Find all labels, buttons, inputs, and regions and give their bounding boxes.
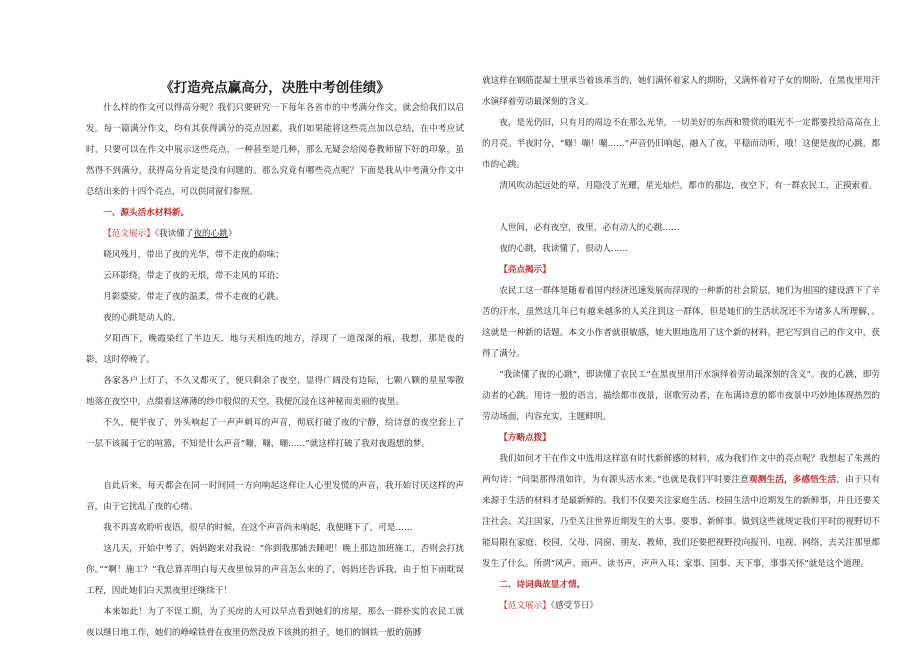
- example-title-suffix: 》: [227, 229, 237, 239]
- verse-line-3: 月影婆娑，带走了夜的温柔，带不走夜的心跳。: [103, 292, 284, 302]
- essay-paragraph-6: 我不再喜欢聆听夜语，很早的时候，在这个声音尚未响起，我便睡下了，可是……: [103, 523, 413, 533]
- analysis-paragraph-2: “我读懂了夜的心跳”，即读懂了农民工“在黑夜里用汗水演绎着劳动最深刻的含义”。夜的心跳，即劳动者的心跳。用诗一般的语言，描绘都市夜景，讴歌劳动者，在布满诗意的都市夜景中巧妙地体现热烈的劳动场面，内容充实，主题鲜明。: [482, 370, 880, 422]
- verse-line-2: 云环影绕，带走了夜的无垠，带不走风的耳语；: [103, 271, 284, 281]
- essay-paragraph-5: 自此后来，每天都会在同一时间同一方向响起这样让人心里发慌的声音，我开始讨厌这样的声音，由于它扰乱了夜的心绪。: [86, 481, 464, 512]
- example-1-heading: [86, 224, 236, 245]
- essay-paragraph-10: 清风吹动起远处的草，月隐没了光耀，星光灿烂，都市的那边，夜空下，有一群农民工，正摸索着。: [499, 181, 878, 191]
- essay-paragraph-7: 这几天，开始中考了，妈妈跑来对我说：“你到我那铺去睡吧！晚上那边加班施工，否则会打扰你。”“啊！施工？”我总算弄明白每天夜里惊异的声音怎么来的了，妈妈还告诉我，由于怕下雨耽误工程，因此她们白天黑夜里还继续干！: [86, 544, 464, 596]
- essay-paragraph-3: 各家各户上灯了，不久又都灭了，便只剩余了夜空，显得广阔没有边际，七颗八颗的星星零散地落在夜空中，点缀着这薄薄的纱巾般似的天空，我便沉浸在这神秘而美丽的夜里。: [86, 376, 464, 407]
- example-2-heading: [482, 596, 598, 617]
- essay-paragraph-12: 夜的心跳，我读懂了，很动人……: [499, 244, 629, 254]
- essay-paragraph-1: 夜的心跳是动人的。: [103, 313, 181, 323]
- continued-paragraph: 就这样在钢筋混凝土里承当着该承当的，她们满怀着家人的期盼，又满怀着对子女的期盼，在黑夜里用汗水演绎着劳动最深刻的含义。: [482, 76, 880, 107]
- strategy-tips-heading: 【方略点拨】: [499, 433, 551, 443]
- example-title: 《感受节日》: [550, 601, 599, 611]
- strategy-text-a: 我们如何才干在作文中选用这样富有时代新鲜感的材料，成为我们作文中的亮点呢？我想起了朱熹的两句诗：“问渠那得清如许，为有源头活水来。”也就是我们平时要注意: [482, 454, 880, 485]
- analysis-paragraph-1: 农民工这一群体是随着着国内经济迅速发展而浮现的一种新的社会阶层，她们为祖国的建设洒下了辛苦的汗水，虽然这几年已有越来越多的人关注到这一群体，但是她们的生活状况还不为诸多人所理解，。这就是一种新的话题。本文小作者就很敏感，她大胆地选用了这个新的材料，把它写到自己的作文中，获得了满分。: [482, 286, 880, 359]
- example-label: 【范文展示】: [499, 601, 551, 611]
- document-title: 《打造亮点赢高分，决胜中考创佳绩》: [160, 80, 390, 96]
- intro-paragraph: 什么样的作文可以得高分呢？我们只要研究一下每年各省市的中考满分作文，就会给我们以启发。每一篇满分作文，均有其获得满分的亮点因素，我们如果能将这些亮点加以总结，在中考应试时，只要可以在作文中展示这些亮点，一种甚至是几种，那么无疑会给阅卷教师留下好的印象，虽然得不到满分，获得高分肯定是没有问题的。那么究竟有哪些亮点呢？下面是我从中考满分作文中总结出来的十四个亮点，可以供同窗们参照。: [86, 103, 464, 197]
- example-title-prefix: 《我读懂了: [154, 229, 194, 239]
- strategy-emphasis: 观测生活，多感悟生活: [749, 475, 837, 485]
- section-heading-2: 二、诗词典故显才情。: [499, 580, 586, 590]
- section-heading-1: 一、源头活水材料新。: [103, 208, 190, 218]
- essay-paragraph-8: 本来如此！为了不误工期，为了买房的人可以早点看到她们的房屋，那么一群朴实的农民工就夜以继日地工作，她们的峥嵘铁骨在夜里仍然没放下该挑的担子，她们的钢铁一般的筋膊: [86, 607, 464, 638]
- highlight-reveal-heading: 【亮点揭示】: [499, 265, 551, 275]
- example-label: 【范文展示】: [103, 229, 155, 239]
- example-title-underlined: 夜的心跳: [193, 229, 228, 239]
- essay-paragraph-11: 人世间，必有夜空，夜里，必有动人的心跳……: [499, 223, 680, 233]
- essay-paragraph-2: 夕阳西下，晚霞染红了半边天，地与天相连的地方，浮现了一道深深的痕，我想，那是夜的影，这时停晚了。: [86, 334, 464, 365]
- strategy-paragraph: [482, 449, 880, 575]
- strategy-text-b: ，由于只有来源于生活的材料才是最新鲜的。我们不仅要关注家庭生活、校园生活中近期发生的新鲜事，并且还要关注社会、关注国家，乃至关注世界近期发生的大事、要事、新鲜事。做到这些就规定我们平时的视野切不能局限在家庭、校园，父母、同窗、朋友、教师，我们还要把视野投向报刊、电视、网络，去关注那里都发生了什么。所谓“风声、雨声、读书声，声声入耳；家事、国事、天下事，事事关怀”就是这个道理。: [482, 475, 880, 569]
- left-column: [86, 0, 464, 650]
- verse-line-1: 晓风残月，带出了夜的光华，带不走夜的韵味；: [103, 250, 284, 260]
- essay-paragraph-9: 夜，是光仍旧，只有月的周边不在那么光华，一切美好的东西和赞赏的眼光不一定都要投给高高在上的月亮。半夜时分，“嘣！嘣！嘣……”声音仍旧响起，融入了夜，平稳而动听，哦！这便是夜的心跳，都市的心跳。: [482, 118, 880, 170]
- essay-paragraph-4: 不久，便半夜了，外头响起了一声声刺耳的声音，彻底打破了夜的宁静，给诗意的夜空套上了一层不该属于它的喧嚣，不知是什么声音“嘣，嘣，嘣……”就这样打破了我对夜遐想的梦。: [86, 418, 464, 449]
- right-column: [482, 0, 880, 650]
